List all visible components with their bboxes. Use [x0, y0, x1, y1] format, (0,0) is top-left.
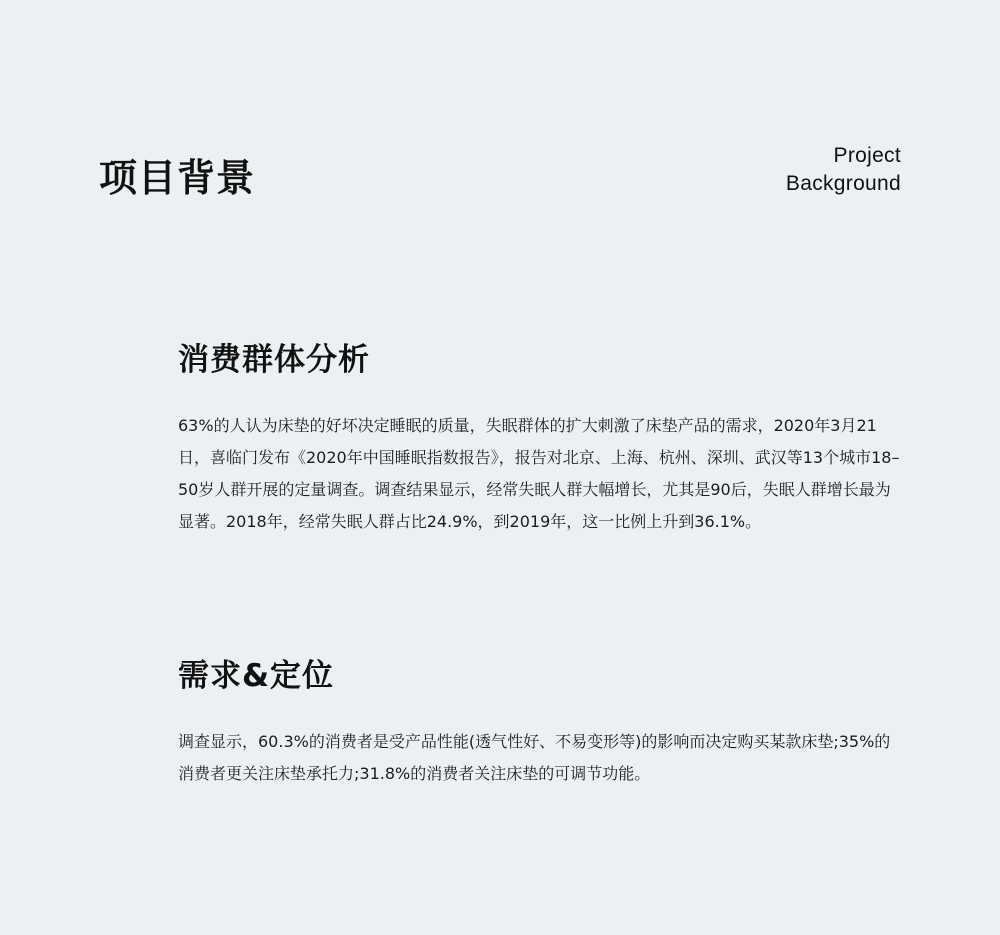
subtitle-line-1: Project	[833, 144, 901, 167]
page-subtitle	[786, 142, 901, 198]
section-demand-positioning	[178, 654, 902, 790]
section-consumer-analysis	[178, 338, 902, 538]
section-heading: 消费群体分析	[178, 342, 370, 378]
section-body: 调查显示，60.3%的消费者是受产品性能(透气性好、不易变形等)的影响而决定购买某款床垫;35%的消费者更关注床垫承托力;31.8%的消费者关注床垫的可调节功能。	[178, 732, 891, 783]
section-body: 63%的人认为床垫的好坏决定睡眠的质量，失眠群体的扩大刺激了床垫产品的需求，2020年3月21日，喜临门发布《2020年中国睡眠指数报告》，报告对北京、上海、杭州、深圳、武汉等13个城市18–50岁人群开展的定量调查。调查结果显示，经常失眠人群大幅增长，尤其是90后，失眠人群增长最为显著。2018年，经常失眠人群占比24.9%，到2019年，这一比例上升到36.1%。	[178, 416, 900, 531]
section-heading: 需求&定位	[178, 658, 335, 694]
page-title: 项目背景	[99, 156, 256, 200]
subtitle-line-2: Background	[785, 172, 901, 195]
